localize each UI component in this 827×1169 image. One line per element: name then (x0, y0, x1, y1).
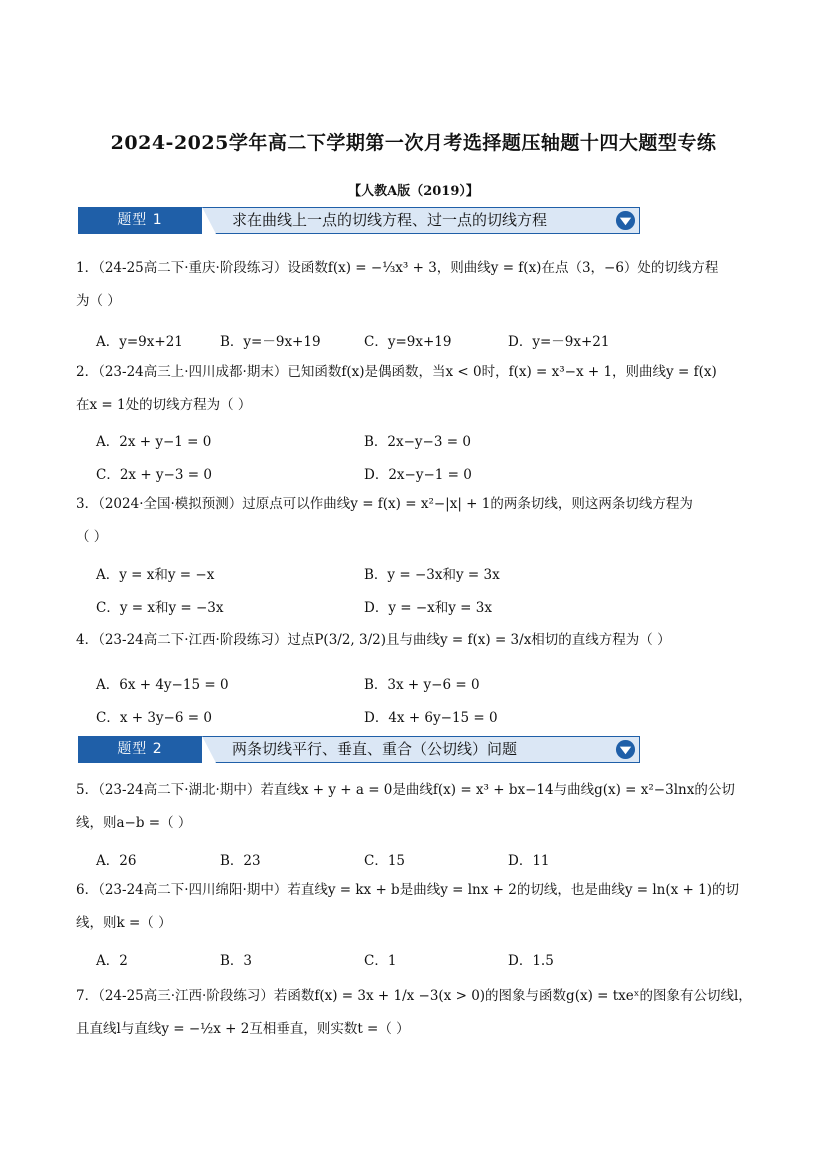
section-banner-2 (78, 736, 640, 763)
question-text: 1．（24-25高二下·重庆·阶段练习）设函数f(x) = −⅓x³ + 3，则曲线y = f(x)在点（3，−6）处的切线方程 (76, 260, 719, 276)
question-text: 2．（23-24高三上·四川成都·期末）已知函数f(x)是偶函数，当x < 0时，f(x) = x³−x + 1，则曲线y = f(x) (76, 364, 717, 380)
options-2a (96, 430, 756, 452)
question-text: 4．（23-24高二下·江西·阶段练习）过点P(3/2, 3/2)且与曲线y = f(x) = 3/x相切的直线方程为（ ） (76, 632, 671, 648)
option-d[interactable]: D．y=－9x+21 (508, 334, 610, 350)
question-text-cont: 为（ ） (76, 293, 121, 309)
question-1 (76, 252, 754, 318)
option-c[interactable]: C．y = x和y = −3x (96, 600, 224, 616)
option-c[interactable]: C．15 (364, 853, 406, 869)
option-a[interactable]: A．26 (96, 853, 137, 869)
options-4b (96, 706, 756, 728)
option-d[interactable]: D．1.5 (508, 953, 554, 969)
option-a[interactable]: A．6x + 4y−15 = 0 (96, 677, 229, 693)
option-c[interactable]: C．x + 3y−6 = 0 (96, 710, 212, 726)
page-title: 2024-2025学年高二下学期第一次月考选择题压轴题十四大题型专练 (110, 132, 717, 154)
options-1 (96, 330, 756, 352)
question-text: 5．（23-24高二下·湖北·期中）若直线x + y + a = 0是曲线f(x) = x³ + bx−14与曲线g(x) = x²−3lnx的公切 (76, 782, 735, 798)
option-c[interactable]: C．1 (364, 953, 397, 969)
section-tag: 题型 2 (78, 736, 202, 763)
question-text-cont: （ ） (76, 529, 108, 545)
question-7 (76, 980, 754, 1046)
option-b[interactable]: B．23 (220, 853, 261, 869)
option-a[interactable]: A．y = x和y = −x (96, 567, 215, 583)
option-c[interactable]: C．2x + y−3 = 0 (96, 467, 212, 483)
option-b[interactable]: B．y = −3x和y = 3x (364, 567, 500, 583)
options-4a (96, 673, 756, 695)
option-a[interactable]: A．y=9x+21 (96, 334, 183, 350)
section-banner-1 (78, 207, 640, 234)
options-3b (96, 596, 756, 618)
option-d[interactable]: D．4x + 6y−15 = 0 (364, 710, 498, 726)
question-text: 3．（2024·全国·模拟预测）过原点可以作曲线y = f(x) = x²−|x| + 1的两条切线，则这两条切线方程为 (76, 496, 693, 512)
option-a[interactable]: A．2x + y−1 = 0 (96, 434, 212, 450)
question-text-cont: 在x = 1处的切线方程为（ ） (76, 397, 252, 413)
question-text-cont: 线，则k =（ ） (76, 915, 172, 931)
chevron-down-icon[interactable] (615, 739, 636, 760)
options-3a (96, 563, 756, 585)
option-b[interactable]: B．3x + y−6 = 0 (364, 677, 480, 693)
option-c[interactable]: C．y=9x+19 (364, 334, 452, 350)
option-b[interactable]: B．y=－9x+19 (220, 334, 321, 350)
option-b[interactable]: B．3 (220, 953, 253, 969)
question-text-cont: 线，则a−b =（ ） (76, 815, 192, 831)
options-2b (96, 463, 756, 485)
option-d[interactable]: D．11 (508, 853, 550, 869)
question-4 (76, 624, 754, 657)
chevron-down-icon[interactable] (615, 210, 636, 231)
edition-subtitle: 【人教A版（2019）】 (348, 184, 479, 199)
question-text: 7．（24-25高三·江西·阶段练习）若函数f(x) = 3x + 1/x −3(x > 0)的图象与函数g(x) = txeˣ的图象有公切线l， (76, 988, 752, 1004)
option-a[interactable]: A．2 (96, 953, 128, 969)
options-5 (96, 849, 756, 871)
question-3 (76, 488, 754, 554)
question-text-cont: 且直线l与直线y = −½x + 2互相垂直，则实数t =（ ） (76, 1021, 410, 1037)
section-title: 两条切线平行、垂直、重合（公切线）问题 (232, 740, 518, 758)
option-d[interactable]: D．y = −x和y = 3x (364, 600, 492, 616)
options-6 (96, 949, 756, 971)
question-6 (76, 874, 754, 940)
option-b[interactable]: B．2x−y−3 = 0 (364, 434, 471, 450)
question-5 (76, 774, 754, 840)
question-text: 6．（23-24高二下·四川绵阳·期中）若直线y = kx + b是曲线y = lnx + 2的切线，也是曲线y = ln(x + 1)的切 (76, 882, 739, 898)
option-d[interactable]: D．2x−y−1 = 0 (364, 467, 472, 483)
section-title: 求在曲线上一点的切线方程、过一点的切线方程 (232, 211, 548, 229)
question-2 (76, 356, 754, 422)
section-tag: 题型 1 (78, 207, 202, 234)
